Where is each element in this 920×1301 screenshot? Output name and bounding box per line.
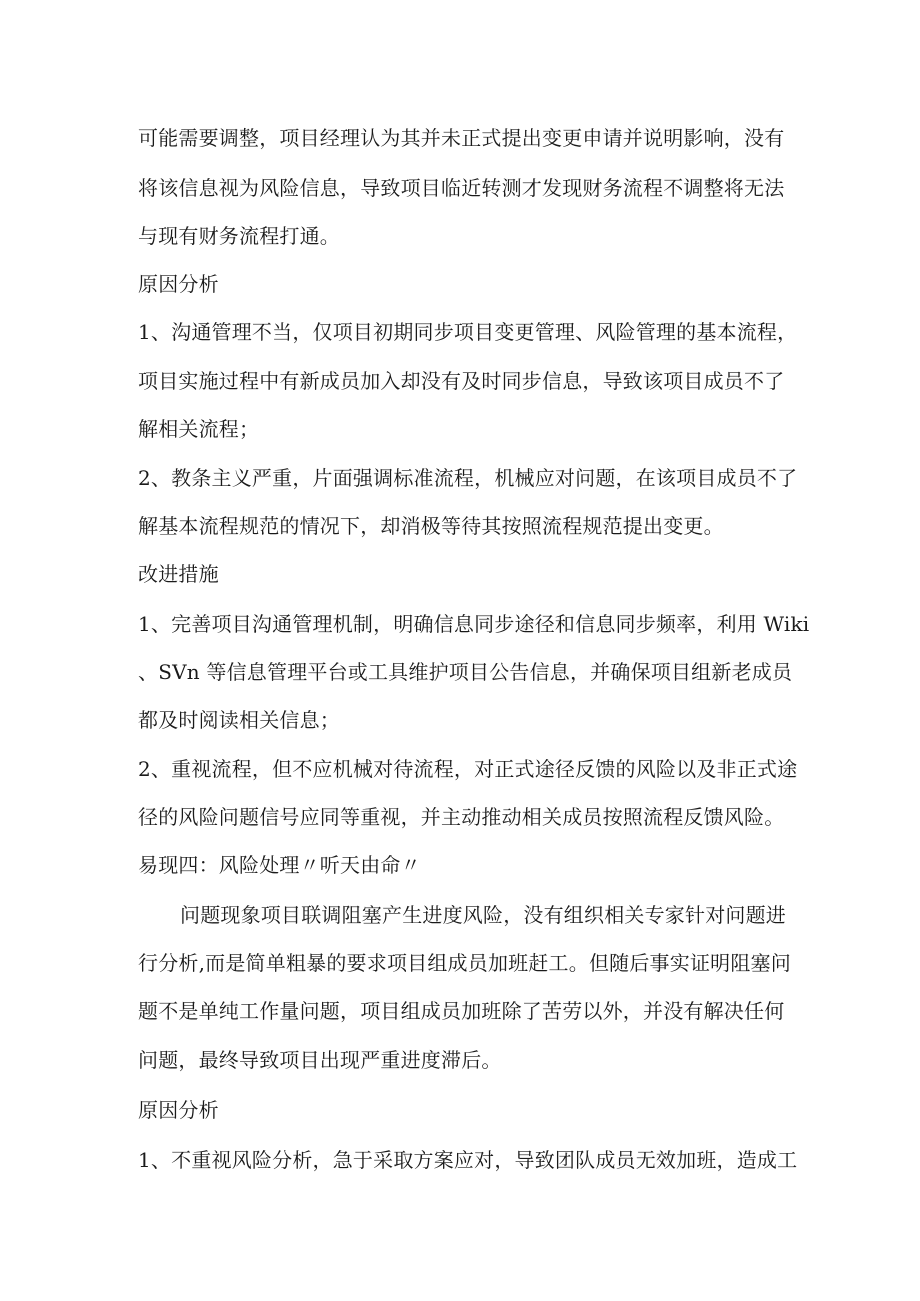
list-item-line: 1、完善项目沟通管理机制，明确信息同步途径和信息同步频率，利用 Wiki — [138, 612, 810, 636]
section-heading-cause-analysis-2: 原因分析 — [138, 1098, 219, 1122]
paragraph-line: 将该信息视为风险信息，导致项目临近转测才发现财务流程不调整将无法 — [138, 176, 785, 200]
list-item-line: 1、沟通管理不当，仅项目初期同步项目变更管理、风险管理的基本流程， — [138, 320, 798, 344]
list-item-line: 、SVn 等信息管理平台或工具维护项目公告信息，并确保项目组新老成员 — [138, 660, 793, 684]
paragraph-line: 与现有财务流程打通。 — [138, 224, 340, 248]
list-item-line: 解相关流程； — [138, 417, 260, 441]
paragraph-line: 行分析,而是简单粗暴的要求项目组成员加班赶工。但随后事实证明阻塞问 — [138, 951, 791, 975]
list-item-line: 径的风险问题信号应同等重视，并主动推动相关成员按照流程反馈风险。 — [138, 805, 785, 829]
paragraph-line: 题不是单纯工作量问题，项目组成员加班除了苦劳以外，并没有解决任何 — [138, 999, 785, 1023]
list-item-line: 2、重视流程，但不应机械对待流程，对正式途径反馈的风险以及非正式途 — [138, 757, 798, 781]
list-item-line: 2、教条主义严重，片面强调标准流程，机械应对问题，在该项目成员不了 — [138, 466, 798, 490]
section-heading-improvement: 改进措施 — [138, 562, 219, 586]
list-item-line: 1、不重视风险分析，急于采取方案应对，导致团队成员无效加班，造成工 — [138, 1148, 798, 1172]
list-item-line: 项目实施过程中有新成员加入却没有及时同步信息，导致该项目成员不了 — [138, 369, 785, 393]
list-item-line: 都及时阅读相关信息； — [138, 708, 340, 732]
paragraph-line: 问题现象项目联调阻塞产生进度风险，没有组织相关专家针对问题进 — [180, 903, 786, 927]
section-heading-cause-analysis: 原因分析 — [138, 272, 219, 296]
list-item-line: 解基本流程规范的情况下，却消极等待其按照流程规范提出变更。 — [138, 514, 724, 538]
paragraph-line: 可能需要调整，项目经理认为其并未正式提出变更申请并说明影响，没有 — [138, 126, 785, 150]
paragraph-line: 问题，最终导致项目出现严重进度滞后。 — [138, 1048, 502, 1072]
section-heading-risk-handling: 易现四：风险处理〃听天由命〃 — [138, 853, 421, 877]
